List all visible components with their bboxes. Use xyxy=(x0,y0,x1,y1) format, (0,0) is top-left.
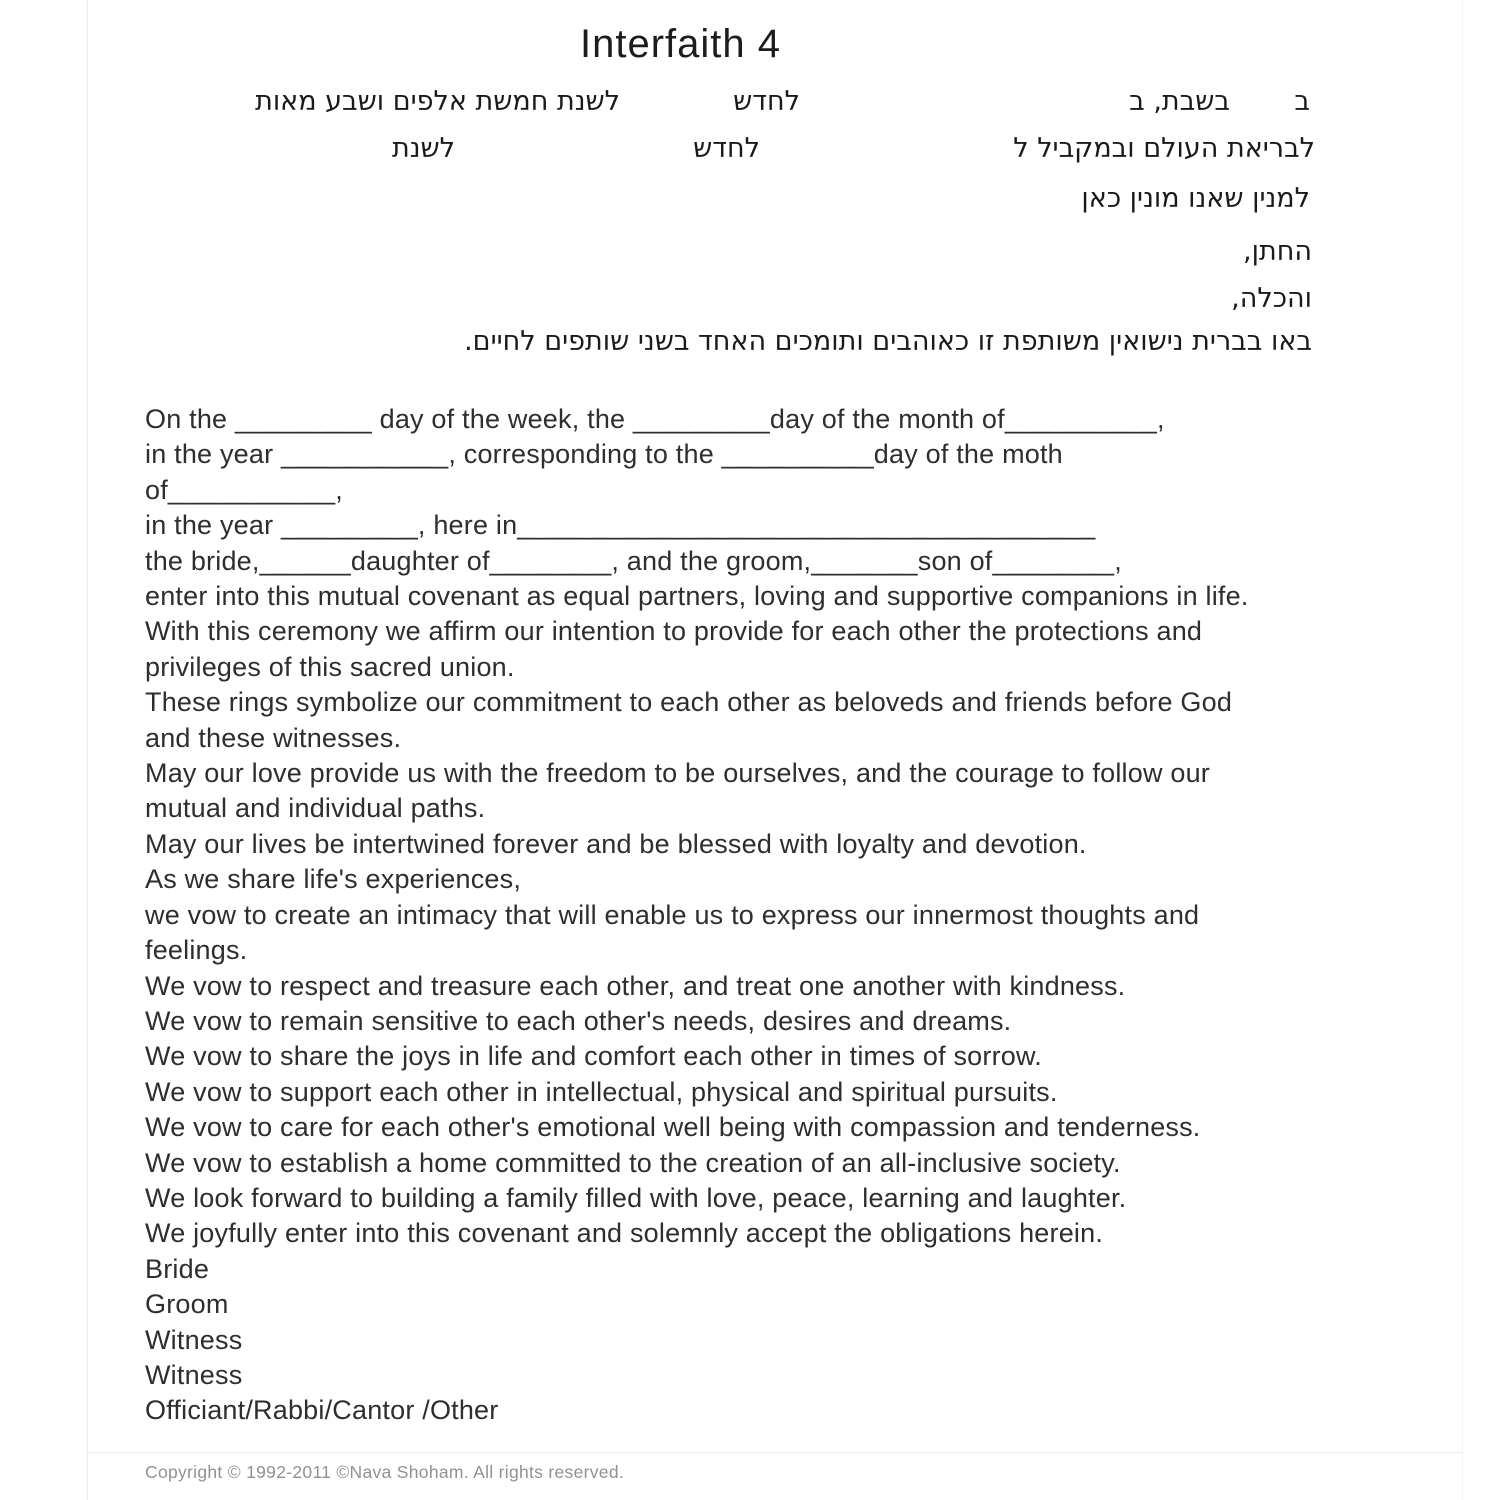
hebrew-line1-day-prefix: ב xyxy=(1294,86,1310,117)
english-line-vow-support: We vow to support each other in intellectual, physical and spiritual pursuits. xyxy=(145,1076,1058,1107)
signature-label-groom: Groom xyxy=(145,1289,229,1320)
english-line-rings-symbolize: These rings symbolize our commitment to each other as beloveds and friends before God xyxy=(145,687,1233,718)
english-line-vow-share-joys: We vow to share the joys in life and comfort each other in times of sorrow. xyxy=(145,1041,1042,1072)
english-line-bride-groom: the bride,______daughter of________, and the groom,_______son of________, xyxy=(145,545,1122,576)
hebrew-line2-month-word: לחדש xyxy=(693,133,760,164)
hebrew-line4-groom-label: החתן, xyxy=(1243,236,1312,267)
english-line-ceremony-affirm: With this ceremony we affirm our intention to provide for each other the protections and xyxy=(145,616,1203,647)
english-line-vow-home: We vow to establish a home committed to the creation of an all-inclusive society. xyxy=(145,1147,1121,1178)
signature-label-witness-1: Witness xyxy=(145,1324,243,1355)
footer-divider-line xyxy=(87,1452,1462,1453)
hebrew-line3-count-here: למנין שאנו מונין כאן xyxy=(1081,183,1310,214)
english-line-mutual-paths: mutual and individual paths. xyxy=(145,793,486,824)
page-left-edge-line xyxy=(87,0,88,1500)
hebrew-line2-year-word: לשנת xyxy=(391,133,455,164)
signature-label-bride: Bride xyxy=(145,1253,210,1284)
english-line-year-corresp: in the year ___________, corresponding to the __________day of the moth xyxy=(145,439,1063,470)
english-line-vow-respect: We vow to respect and treasure each other, and treat one another with kindness. xyxy=(145,970,1126,1001)
signature-label-witness-2: Witness xyxy=(145,1359,243,1390)
english-line-privileges: privileges of this sacred union. xyxy=(145,651,515,682)
english-line-date-week: On the _________ day of the week, the _________day of the month of__________, xyxy=(145,404,1165,434)
copyright-notice: Copyright © 1992-2011 ©Nava Shoham. All rights reserved. xyxy=(145,1462,625,1482)
page-right-edge-line xyxy=(1462,0,1463,1500)
english-line-family: We look forward to building a family filled with love, peace, learning and laughter. xyxy=(145,1182,1127,1213)
hebrew-line6-covenant-sentence: באו בברית נישואין משותפת זו כאוהבים ותומכים האחד בשני שותפים לחיים. xyxy=(464,326,1312,357)
english-text-block xyxy=(145,402,1415,1429)
english-line-love-freedom: May our love provide us with the freedom to be ourselves, and the courage to follow our xyxy=(145,758,1210,789)
english-line-vow-care: We vow to care for each other's emotional well being with compassion and tenderness. xyxy=(145,1112,1201,1143)
english-line-enter-covenant: enter into this mutual covenant as equal partners, loving and supportive companions in life. xyxy=(145,581,1249,612)
english-line-vow-intimacy: we vow to create an intimacy that will enable us to express our innermost thoughts and xyxy=(145,899,1200,930)
hebrew-line1-year-phrase: לשנת חמשת אלפים ושבע מאות xyxy=(255,86,620,117)
english-line-year-here-in: in the year _________, here in______________________________________ xyxy=(145,510,1096,541)
english-line-witnesses: and these witnesses. xyxy=(145,722,402,753)
page-title: Interfaith 4 xyxy=(580,22,782,66)
english-line-of-blank: of___________, xyxy=(145,474,343,505)
english-line-joyfully-enter: We joyfully enter into this covenant and solemnly accept the obligations herein. xyxy=(145,1218,1104,1249)
english-line-vow-sensitive: We vow to remain sensitive to each other's needs, desires and dreams. xyxy=(145,1005,1012,1036)
hebrew-line1-shabbat: בשבת, ב xyxy=(1129,86,1230,117)
hebrew-line5-bride-label: והכלה, xyxy=(1231,283,1312,314)
english-line-feelings: feelings. xyxy=(145,935,248,966)
english-line-share-experiences: As we share life's experiences, xyxy=(145,864,522,895)
hebrew-line1-month-word: לחדש xyxy=(733,86,800,117)
signature-label-officiant: Officiant/Rabbi/Cantor /Other xyxy=(145,1395,499,1426)
hebrew-line2-creation-phrase: לבריאת העולם ובמקביל ל xyxy=(1013,133,1315,164)
english-line-intertwined: May our lives be intertwined forever and be blessed with loyalty and devotion. xyxy=(145,828,1087,859)
